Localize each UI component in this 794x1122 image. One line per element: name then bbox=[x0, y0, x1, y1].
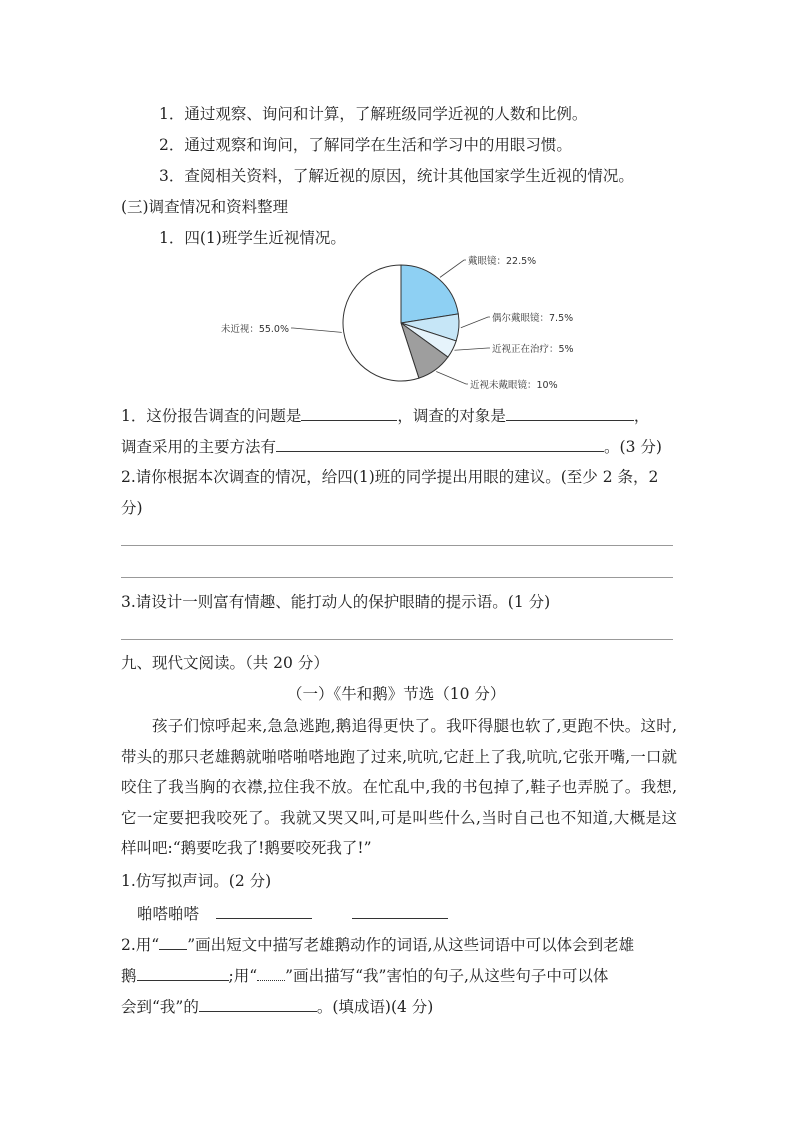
q1-line2-end: 。(3 分) bbox=[604, 438, 662, 456]
pie-label-4: 未近视：55.0% bbox=[220, 324, 289, 335]
goal-2: 2．通过观察和询问，了解同学在生活和学习中的用眼习惯。 bbox=[159, 136, 572, 154]
pq2-l2c: ”画出描写“我”害怕的句子,从这些句子中可以体 bbox=[285, 967, 609, 985]
q2-answer-line-1[interactable] bbox=[121, 545, 673, 546]
passage-question-2-line-1 bbox=[121, 934, 634, 955]
pq2-l2b: ;用“ bbox=[228, 967, 258, 985]
question-2-line-2: 分) bbox=[121, 499, 143, 517]
pie-leader-2 bbox=[454, 348, 490, 350]
q1-line2-start: 调查采用的主要方法有 bbox=[121, 438, 277, 456]
section-3-heading: (三)调查情况和资料整理 bbox=[121, 198, 289, 216]
q1-part1: 1．这份报告调查的问题是 bbox=[121, 407, 302, 425]
question-1-line-2 bbox=[121, 436, 662, 457]
q1-blank-method[interactable] bbox=[276, 436, 604, 452]
goal-3: 3．查阅相关资料，了解近视的原因，统计其他国家学生近视的情况。 bbox=[159, 167, 634, 185]
pie-label-1: 偶尔戴眼镜：7.5% bbox=[492, 313, 574, 324]
passage-text: 孩子们惊呼起来,急急逃跑,鹅追得更快了。我吓得腿也软了,更跑不快。这时,带头的那只老雄鹅就啪嗒啪嗒地跑了过来,吭吭,它赶上了我,吭吭,它张开嘴,一口就咬住了我当胸的衣襟,拉住我不放。在忙乱中,我的书包掉了,鞋子也弄脱了。我想,它一定要把我咬死了。我就又哭又叫,可是叫些什么,当时自己也不知道,大概是这样叫吧:“鹅要吃我了!鹅要咬死我了!” bbox=[121, 717, 677, 857]
question-2-line-1: 2.请你根据本次调查的情况，给四(1)班的同学提出用眼的建议。(至少 2 条，2 bbox=[121, 468, 659, 486]
q2-answer-line-2[interactable] bbox=[121, 577, 673, 578]
pq2-l1a: 2.用“ bbox=[121, 936, 160, 954]
pie-leader-0 bbox=[440, 260, 466, 277]
pq2-l1b: ”画出短文中描写老雄鹅动作的词语,从这些词语中可以体会到老雄 bbox=[187, 936, 635, 954]
pie-slice-0 bbox=[401, 265, 458, 323]
pie-leader-3 bbox=[436, 372, 468, 384]
question-3: 3.请设计一则富有情趣、能打动人的保护眼睛的提示语。(1 分) bbox=[121, 593, 551, 611]
question-1-line-1 bbox=[121, 405, 649, 426]
section-9-heading: 九、现代文阅读。（共 20 分） bbox=[121, 654, 329, 672]
pq2-blank-goose[interactable] bbox=[137, 965, 229, 981]
pie-leader-1 bbox=[461, 317, 490, 328]
passage-question-2-line-2 bbox=[121, 965, 608, 986]
pq1-blank-2[interactable] bbox=[352, 903, 448, 919]
pq2-l3b: 。(填成语)(4 分) bbox=[316, 998, 434, 1016]
pq2-l3a: 会到“我”的 bbox=[121, 998, 199, 1016]
pq2-l2a: 鹅 bbox=[121, 967, 137, 985]
q3-answer-line[interactable] bbox=[121, 639, 673, 640]
myopia-pie-chart bbox=[0, 250, 794, 400]
pie-label-2: 近视正在治疗：5% bbox=[492, 344, 574, 355]
q1-blank-problem[interactable] bbox=[301, 405, 397, 421]
pie-leader-4 bbox=[291, 328, 342, 332]
pie-label-3: 近视未戴眼镜：10% bbox=[470, 380, 558, 391]
pq1-example: 啪嗒啪嗒 bbox=[137, 905, 200, 923]
item-1-title: 1．四(1)班学生近视情况。 bbox=[159, 229, 346, 247]
q1-part2: ，调查的对象是 bbox=[397, 407, 506, 425]
pie-label-0: 戴眼镜：22.5% bbox=[468, 256, 537, 267]
pq1-answer-line bbox=[137, 903, 448, 924]
q1-part3: ， bbox=[633, 407, 650, 425]
pq2-mark-solid bbox=[159, 934, 187, 950]
pq2-mark-wavy bbox=[257, 965, 285, 981]
pq1-blank-1[interactable] bbox=[216, 903, 312, 919]
goal-1: 1．通过观察、询问和计算，了解班级同学近视的人数和比例。 bbox=[159, 105, 588, 123]
passage-title: （一）《牛和鹅》节选（10 分） bbox=[287, 685, 506, 703]
passage-question-2-line-3 bbox=[121, 996, 433, 1017]
passage-question-1: 1.仿写拟声词。(2 分) bbox=[121, 872, 272, 890]
pq2-blank-idiom[interactable] bbox=[199, 996, 317, 1012]
q1-blank-subject[interactable] bbox=[506, 405, 634, 421]
